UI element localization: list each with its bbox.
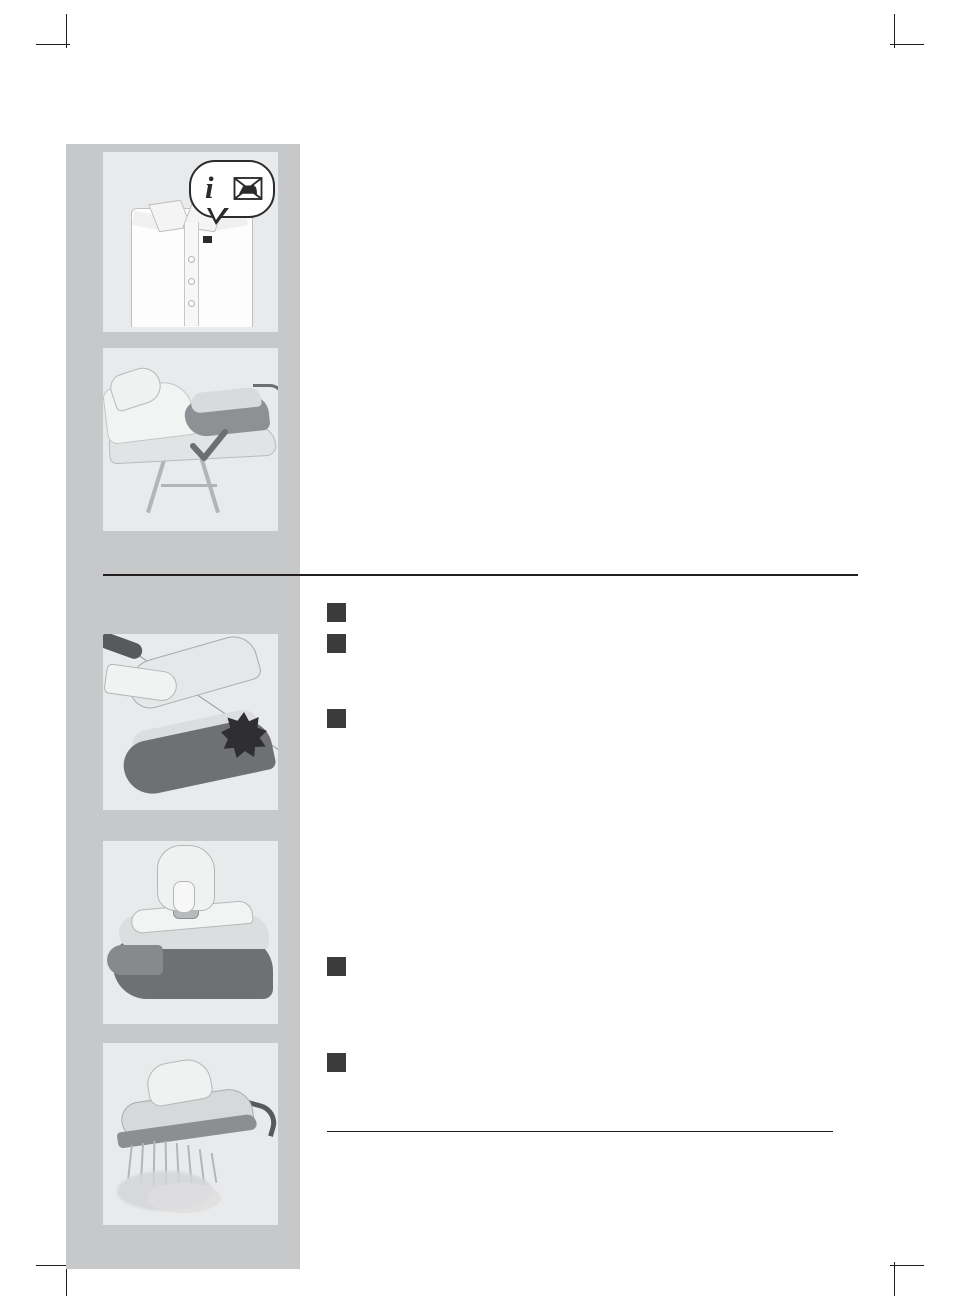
finger [173, 881, 195, 913]
speech-bubble [189, 160, 275, 218]
iron-handle [107, 945, 163, 975]
figure-garment-care-label [103, 152, 278, 332]
bullet-marker-2 [327, 634, 346, 653]
figure-steam-trigger [103, 634, 278, 810]
bullet-marker-3 [327, 709, 346, 728]
bullet-marker-4 [327, 957, 346, 976]
steam-cloud [147, 1183, 221, 1213]
bullet-marker-5 [327, 1053, 346, 1072]
ironing-board-crossbar [161, 484, 217, 487]
crop-mark-bottom-left [36, 1262, 70, 1296]
figure-ironing-board-check [103, 348, 278, 531]
shirt-button [188, 278, 195, 285]
power-cord [253, 384, 278, 403]
figure-press-button [103, 841, 278, 1024]
figure-steam-spray [103, 1043, 278, 1225]
crop-mark-bottom-right [890, 1262, 924, 1296]
power-cord [103, 634, 144, 661]
shirt-button [188, 300, 195, 307]
bullet-marker-1 [327, 603, 346, 622]
check-icon [187, 424, 231, 468]
crop-mark-top-right [890, 14, 924, 48]
care-label [203, 236, 212, 243]
crop-mark-top-left [36, 14, 70, 48]
no-iron-icon [233, 175, 263, 202]
section-divider-bottom [327, 1131, 833, 1132]
speech-bubble-tail [207, 208, 229, 225]
info-icon: i [205, 170, 214, 205]
shirt-placket [184, 222, 199, 326]
section-divider-top [103, 574, 858, 576]
shirt-button [188, 256, 195, 263]
